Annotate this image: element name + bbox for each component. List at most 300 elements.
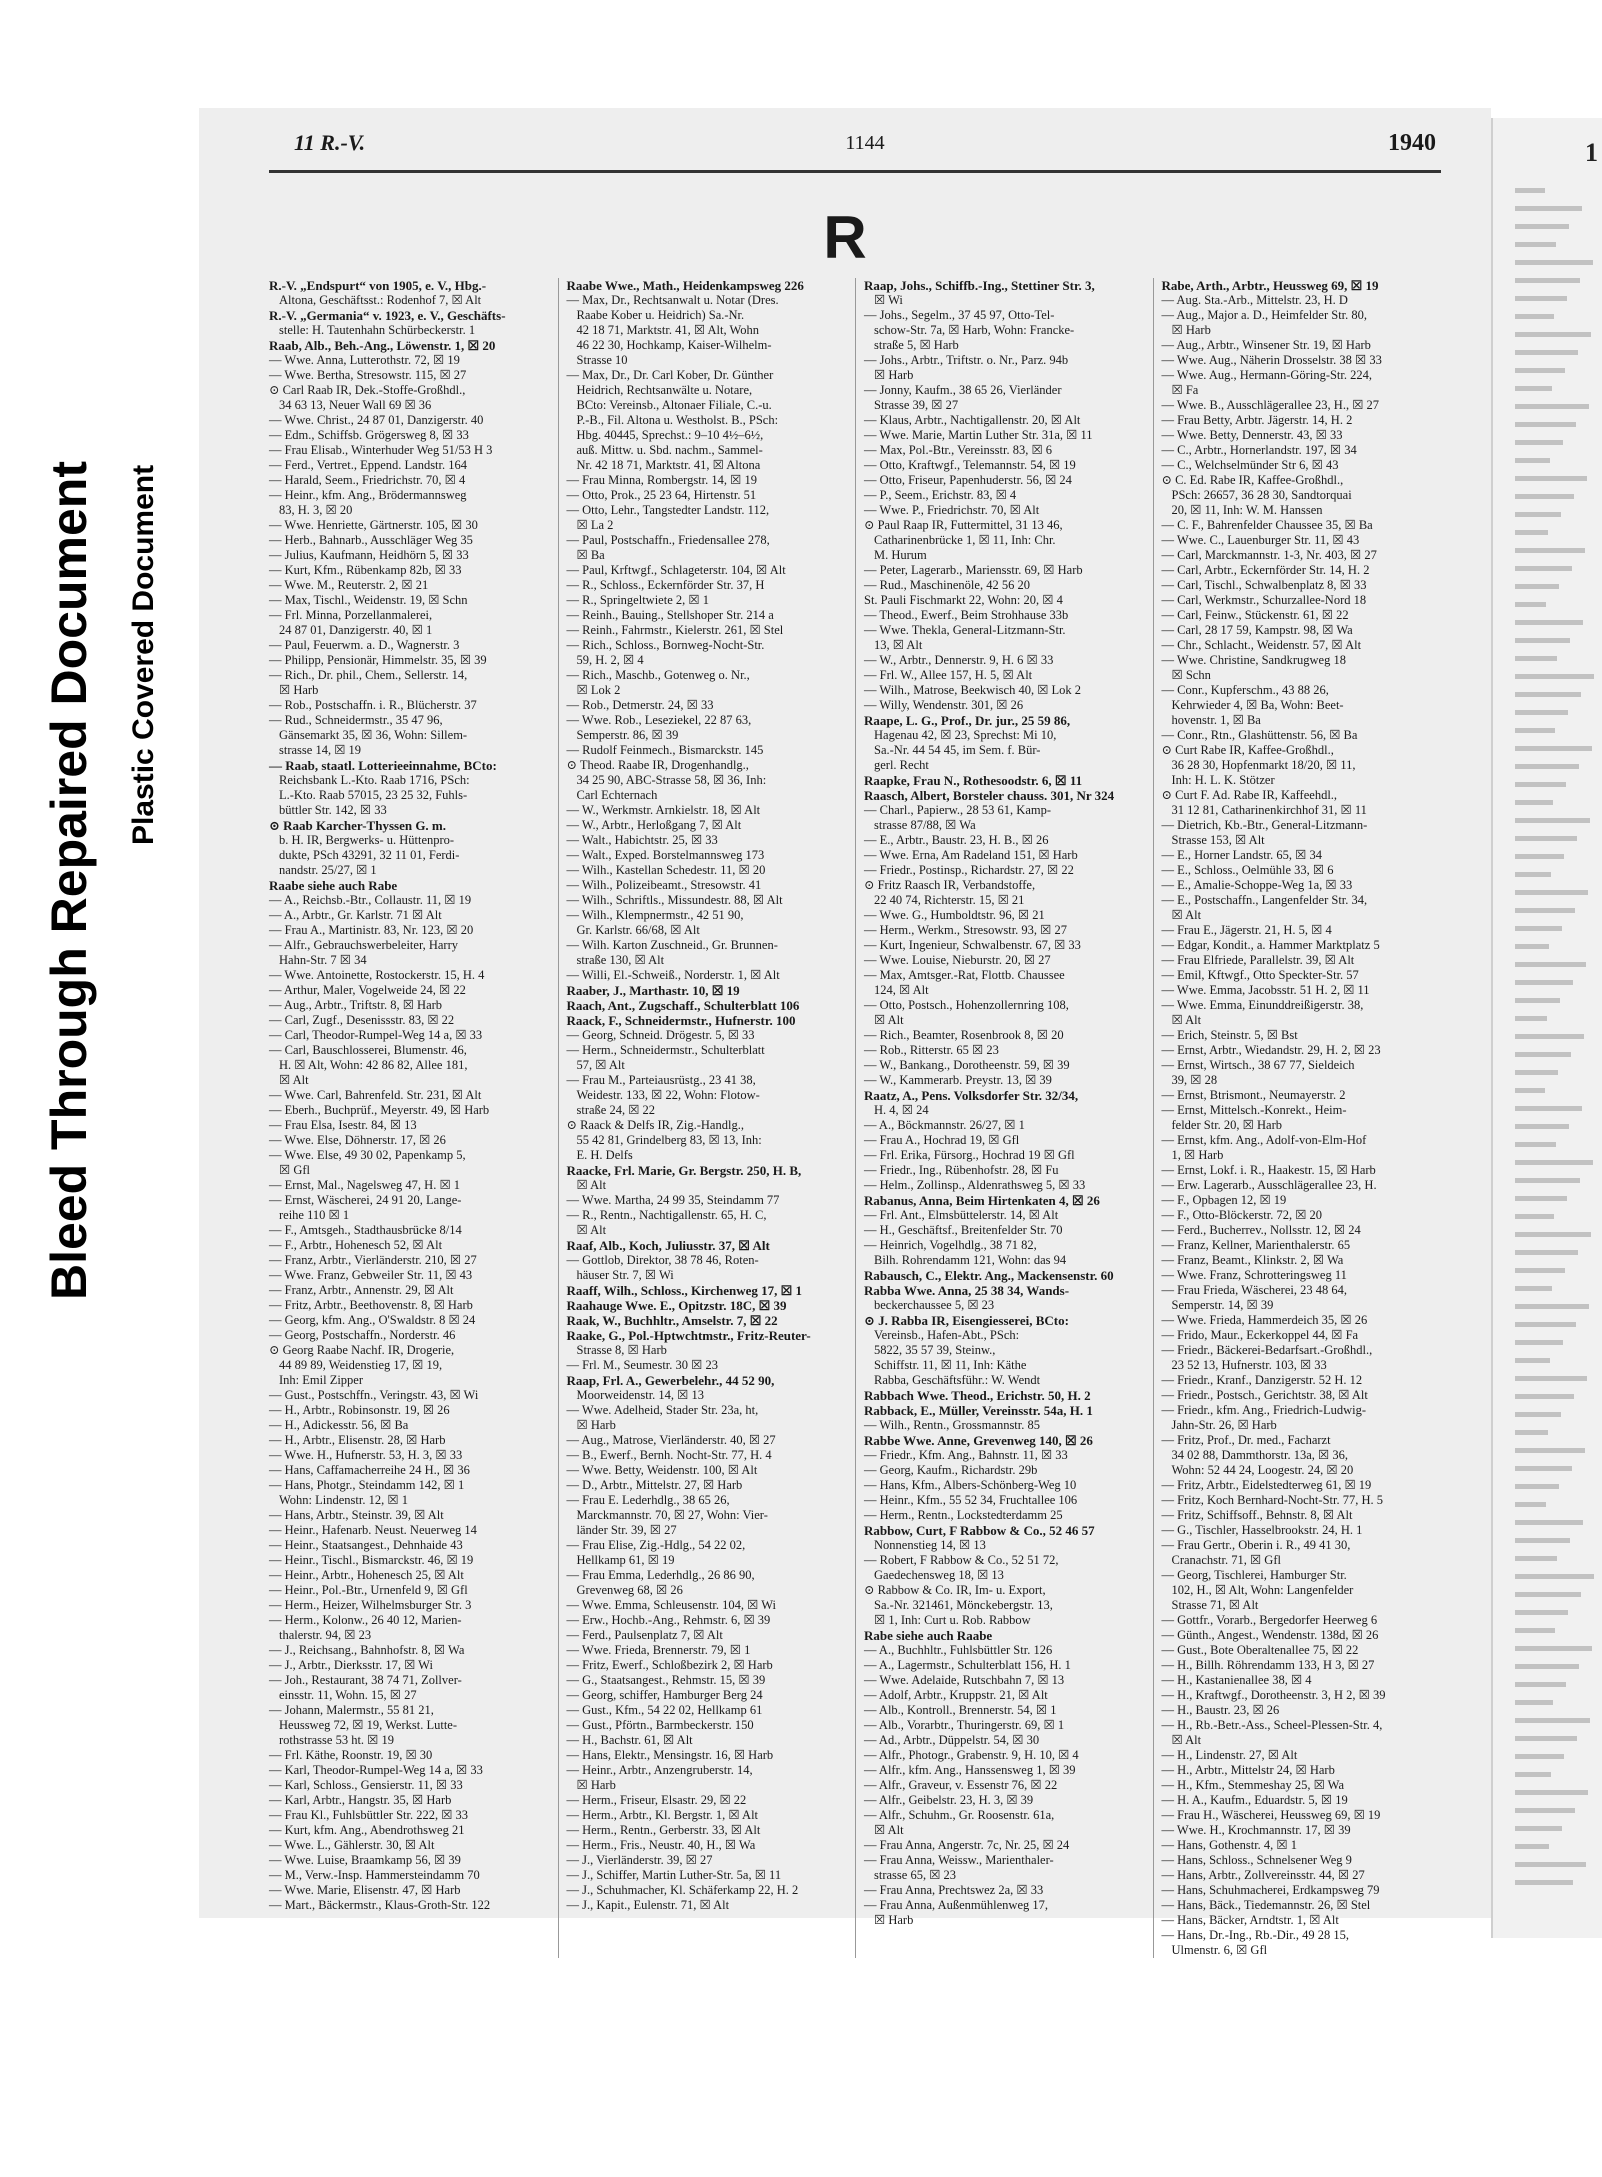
- directory-entry: Raapke, Frau N., Rothesoodstr. 6, ☒ 11: [864, 773, 1083, 788]
- directory-entry: — Wwe. Aug., Näherin Drosselstr. 38 ☒ 33: [1161, 353, 1382, 367]
- directory-entry: — Reinh., Bauing., Stellshoper Str. 214 a: [566, 608, 774, 622]
- directory-entry: — H., Lindenstr. 27, ☒ Alt: [1161, 1748, 1298, 1762]
- directory-entry: — Heinr., Hafenarb. Neust. Neuerweg 14: [269, 1523, 477, 1537]
- header-rule: [269, 170, 1441, 173]
- edge-line: [1515, 1016, 1547, 1021]
- directory-entry: — Friedr., kfm. Ang., Friedrich-Ludwig-: [1161, 1403, 1366, 1417]
- directory-entry: Hellkamp 61, ☒ 19: [576, 1553, 675, 1567]
- edge-line: [1515, 1736, 1577, 1741]
- directory-entry: Rabbow, Curt, F Rabbow & Co., 52 46 57: [864, 1523, 1095, 1538]
- directory-entry: — Frau Anna, Außenmühlenweg 17,: [864, 1898, 1049, 1912]
- directory-entry: — W., Kammerarb. Preystr. 13, ☒ 39: [864, 1073, 1052, 1087]
- directory-entry: St. Pauli Fischmarkt 22, Wohn: 20, ☒ 4: [864, 593, 1063, 607]
- edge-line: [1515, 1826, 1562, 1831]
- directory-entry: P.-B., Fil. Altona u. Westholst. B., PSch:: [576, 413, 779, 427]
- directory-entry: ⊙ J. Rabba IR, Eisengiesserei, BCto:: [864, 1313, 1069, 1328]
- edge-line: [1515, 1520, 1583, 1525]
- edge-line: [1515, 980, 1573, 985]
- directory-entry: — Franz, Beamt., Klinkstr. 2, ☒ Wa: [1161, 1253, 1344, 1267]
- directory-entry: R.-V. „Endspurt“ von 1905, e. V., Hbg.-: [269, 278, 487, 293]
- directory-entry: — Wilh., Polizeibeamt., Stresowstr. 41: [566, 878, 762, 892]
- directory-entry: — H., Billh. Röhrendamm 133, H 3, ☒ 27: [1161, 1658, 1375, 1672]
- edge-line: [1515, 638, 1570, 643]
- directory-entry: — Edgar, Kondit., a. Hammer Marktplatz 5: [1161, 938, 1380, 952]
- edge-line: [1515, 746, 1592, 751]
- directory-entry: stelle: H. Tautenhahn Schürbeckerstr. 1: [279, 323, 476, 337]
- directory-entry: — Gust., Bote Oberaltenallee 75, ☒ 22: [1161, 1643, 1359, 1657]
- directory-entry: — Reinh., Fahrmstr., Kielerstr. 261, ☒ Stel: [566, 623, 784, 637]
- directory-entry: — A., Reichsb.-Btr., Collaustr. 11, ☒ 19: [269, 893, 472, 907]
- directory-entry: straße 24, ☒ 22: [576, 1103, 656, 1117]
- directory-entry: ☒ Alt: [874, 1823, 904, 1837]
- directory-entry: — Wwe. Emma, Schleusenstr. 104, ☒ Wi: [566, 1598, 777, 1612]
- directory-entry: Inh: H. L. K. Stötzer: [1171, 773, 1275, 787]
- directory-entry: — Heinr., Arbtr., Anzengruberstr. 14,: [566, 1763, 753, 1777]
- edge-line: [1515, 368, 1565, 373]
- directory-entry: — Frau Anna, Angerstr. 7c, Nr. 25, ☒ 24: [864, 1838, 1070, 1852]
- edge-line: [1515, 944, 1549, 949]
- directory-entry: — Wwe. Martha, 24 99 35, Steindamm 77: [566, 1193, 780, 1207]
- edge-line: [1515, 1844, 1549, 1849]
- directory-entry: — Rich., Dr. phil., Chem., Sellerstr. 14,: [269, 668, 468, 682]
- directory-entry: — Paul, Krftwgf., Schlageterstr. 104, ☒ Alt: [566, 563, 786, 577]
- directory-entry: BCto: Vereinsb., Altonaer Filiale, C.-u.: [576, 398, 772, 412]
- directory-entry: reihe 110 ☒ 1: [279, 1208, 350, 1222]
- directory-entry: — Friedr., Postsch., Gerichtstr. 38, ☒ Alt: [1161, 1388, 1368, 1402]
- directory-entry: — Robert, F Rabbow & Co., 52 51 72,: [864, 1553, 1059, 1567]
- directory-entry: — D., Arbtr., Mittelstr. 27, ☒ Harb: [566, 1478, 743, 1492]
- directory-entry: Gaedechensweg 18, ☒ 13: [874, 1568, 1004, 1582]
- directory-entry: — Heinr., Kfm., 55 52 34, Fruchtallee 106: [864, 1493, 1078, 1507]
- directory-entry: Altona, Geschäftsst.: Rodenhof 7, ☒ Alt: [279, 293, 482, 307]
- directory-entry: — Ferd., Vertret., Eppend. Landstr. 164: [269, 458, 467, 472]
- directory-entry: — Herm., Arbtr., Kl. Bergstr. 1, ☒ Alt: [566, 1808, 759, 1822]
- edge-line: [1515, 260, 1593, 265]
- directory-entry: — Friedr., Kranf., Danzigerstr. 52 H. 12: [1161, 1373, 1363, 1387]
- directory-entry: — Georg, kfm. Ang., O'Swaldstr. 8 ☒ 24: [269, 1313, 476, 1327]
- directory-entry: Hagenau 42, ☒ 23, Sprechst: Mi 10,: [874, 728, 1057, 742]
- directory-entry: — E., Schloss., Oelmühle 33, ☒ 6: [1161, 863, 1334, 877]
- directory-entry: — Herm., Rentn., Gerberstr. 33, ☒ Alt: [566, 1823, 761, 1837]
- directory-entry: hovenstr. 1, ☒ Ba: [1171, 713, 1261, 727]
- side-label-panel: [0, 0, 200, 2177]
- directory-entry: Wohn: 52 44 24, Loogestr. 24, ☒ 20: [1171, 1463, 1354, 1477]
- directory-entry: Raahauge Wwe. E., Opitzstr. 18C, ☒ 39: [566, 1298, 787, 1313]
- directory-entry: — Wwe. Betty, Weidenstr. 100, ☒ Alt: [566, 1463, 758, 1477]
- directory-entry: — Wilh., Klempnermstr., 42 51 90,: [566, 908, 744, 922]
- edge-line: [1515, 206, 1582, 211]
- directory-entry: Raak, W., Buchhltr., Amselstr. 7, ☒ 22: [566, 1313, 778, 1328]
- directory-entry: — Jonny, Kaufm., 38 65 26, Vierländer: [864, 383, 1062, 397]
- directory-entry: — Friedr., Ing., Rübenhofstr. 28, ☒ Fu: [864, 1163, 1059, 1177]
- directory-entry: H. 4, ☒ 24: [874, 1103, 929, 1117]
- directory-entry: — Wwe. Rob., Leseziekel, 22 87 63,: [566, 713, 752, 727]
- directory-entry: — A., Arbtr., Gr. Karlstr. 71 ☒ Alt: [269, 908, 442, 922]
- column-2: [567, 278, 857, 1958]
- directory-entry: — Otto, Friseur, Papenhuderstr. 56, ☒ 24: [864, 473, 1072, 487]
- directory-entry: — Wwe. P., Friedrichstr. 70, ☒ Alt: [864, 503, 1040, 517]
- directory-entry: Sa.-Nr. 321461, Mönckebergstr. 13,: [874, 1598, 1053, 1612]
- directory-entry: Raab, Alb., Beh.-Ang., Löwenstr. 1, ☒ 20: [269, 338, 496, 353]
- directory-entry: ⊙ Curt F. Ad. Rabe IR, Kaffeehdl.,: [1161, 788, 1338, 802]
- directory-entry: — Johs., Arbtr., Triftstr. o. Nr., Parz. 94b: [864, 353, 1069, 367]
- directory-entry: Gr. Karlstr. 66/68, ☒ Alt: [576, 923, 700, 937]
- directory-entry: — Herm., Friseur, Elsastr. 29, ☒ 22: [566, 1793, 747, 1807]
- directory-entry: Carl Echternach: [576, 788, 658, 802]
- directory-entry: — Wwe. B., Ausschlägerallee 23, H., ☒ 27: [1161, 398, 1380, 412]
- edge-line: [1515, 710, 1568, 715]
- edge-line: [1515, 998, 1560, 1003]
- directory-entry: ⊙ Fritz Raasch IR, Verbandstoffe,: [864, 878, 1036, 892]
- directory-entry: — J., Vierländerstr. 39, ☒ 27: [566, 1853, 713, 1867]
- directory-entry: 23 52 13, Hufnerstr. 103, ☒ 33: [1171, 1358, 1327, 1372]
- directory-entry: — W., Arbtr., Dennerstr. 9, H. 6 ☒ 33: [864, 653, 1054, 667]
- directory-entry: Wohn: Lindenstr. 12, ☒ 1: [279, 1493, 408, 1507]
- directory-entry: — Frl. Erika, Fürsorg., Hochrad 19 ☒ Gfl: [864, 1148, 1075, 1162]
- directory-entry: — H., Rb.-Betr.-Ass., Scheel-Plessen-Str. 4,: [1161, 1718, 1383, 1732]
- directory-entry: — Wwe. Antoinette, Rostockerstr. 15, H. 4: [269, 968, 485, 982]
- edge-line: [1515, 350, 1578, 355]
- directory-entry: — Walt., Exped. Borstelmannsweg 173: [566, 848, 765, 862]
- directory-entry: — Joh., Restaurant, 38 74 71, Zollver-: [269, 1673, 462, 1687]
- edge-line: [1515, 890, 1588, 895]
- directory-entry: — Hans, Schuhmacherei, Erdkampsweg 79: [1161, 1883, 1380, 1897]
- directory-entry: — Wilh., Kastellan Schedestr. 11, ☒ 20: [566, 863, 766, 877]
- edge-line: [1515, 1790, 1588, 1795]
- directory-entry: — Gottlob, Direktor, 38 78 46, Roten-: [566, 1253, 759, 1267]
- directory-entry: ☒ Alt: [576, 1178, 607, 1192]
- edge-line: [1515, 620, 1583, 625]
- directory-entry: einsstr. 11, Wohn. 15, ☒ 27: [279, 1688, 417, 1702]
- directory-entry: — Paul, Feuerwm. a. D., Wagnerstr. 3: [269, 638, 460, 652]
- directory-entry: Marckmannstr. 70, ☒ 27, Wohn: Vier-: [576, 1508, 768, 1522]
- edge-line: [1515, 1322, 1576, 1327]
- plastic-covered-label: Plastic Covered Document: [127, 464, 160, 845]
- directory-entry: — Rudolf Feinmech., Bismarckstr. 145: [566, 743, 764, 757]
- directory-entry: — Willy, Wendenstr. 301, ☒ 26: [864, 698, 1024, 712]
- directory-entry: Nonnenstieg 14, ☒ 13: [874, 1538, 986, 1552]
- directory-entry: — H., Kastanienallee 38, ☒ 4: [1161, 1673, 1312, 1687]
- directory-entry: — Kurt, Ingenieur, Schwalbenstr. 67, ☒ 33: [864, 938, 1081, 952]
- directory-entry: — Heinr., Staatsangest., Dehnhaide 43: [269, 1538, 463, 1552]
- directory-entry: — Conr., Kupferschm., 43 88 26,: [1161, 683, 1329, 697]
- directory-entry: — Max, Dr., Dr. Carl Kober, Dr. Günther: [566, 368, 774, 382]
- directory-entry: — Friedr., Postinsp., Richardstr. 27, ☒ 22: [864, 863, 1074, 877]
- edge-line: [1515, 1430, 1548, 1435]
- directory-entry: — Ernst, kfm. Ang., Adolf-von-Elm-Hof: [1161, 1133, 1367, 1147]
- directory-entry: 20, ☒ 11, Inh: W. M. Hanssen: [1171, 503, 1323, 517]
- adjacent-page-number: 1: [1585, 138, 1598, 167]
- directory-entry: häuser Str. 7, ☒ Wi: [576, 1268, 674, 1282]
- directory-entry: — Erw., Hochb.-Ang., Rehmstr. 6, ☒ 39: [566, 1613, 771, 1627]
- directory-entry: Strasse 71, ☒ Alt: [1171, 1598, 1259, 1612]
- directory-entry: — Ferd., Bucherrev., Nollsstr. 12, ☒ 24: [1161, 1223, 1361, 1237]
- directory-entry: — J., Reichsang., Bahnhofstr. 8, ☒ Wa: [269, 1643, 465, 1657]
- directory-entry: Weidestr. 133, ☒ 22, Wohn: Flotow-: [576, 1088, 760, 1102]
- edge-line: [1515, 1160, 1593, 1165]
- edge-line: [1515, 1070, 1558, 1075]
- edge-line: [1515, 1502, 1546, 1507]
- directory-entry: — W., Werkmstr. Arnkielstr. 18, ☒ Alt: [566, 803, 761, 817]
- directory-entry: ☒ Gfl: [279, 1163, 310, 1177]
- directory-entry: strasse 14, ☒ 19: [279, 743, 362, 757]
- directory-entry: — F., Amtsgeh., Stadthausbrücke 8/14: [269, 1223, 462, 1237]
- directory-entry: nandstr. 25/27, ☒ 1: [279, 863, 377, 877]
- directory-entry: — Aug., Major a. D., Heimfelder Str. 80,: [1161, 308, 1368, 322]
- directory-entry: — Ernst, Arbtr., Wiedandstr. 29, H. 2, ☒ 23: [1161, 1043, 1381, 1057]
- directory-entry: — Hans, Gothenstr. 4, ☒ 1: [1161, 1838, 1298, 1852]
- directory-entry: — Hans, Caffamacherreihe 24 H., ☒ 36: [269, 1463, 470, 1477]
- page-year: 1940: [1388, 130, 1436, 156]
- directory-entry: ☒ Ba: [576, 548, 605, 562]
- directory-entry: — Hans, Photgr., Steindamm 142, ☒ 1: [269, 1478, 465, 1492]
- directory-entry: — Otto, Postsch., Hohenzollernring 108,: [864, 998, 1069, 1012]
- directory-entry: — Philipp, Pensionär, Himmelstr. 35, ☒ 39: [269, 653, 487, 667]
- edge-line: [1515, 584, 1559, 589]
- directory-entry: — Fritz, Prof., Dr. med., Facharzt: [1161, 1433, 1331, 1447]
- directory-entry: — Edm., Schiffsb. Grögersweg 8, ☒ 33: [269, 428, 469, 442]
- directory-entry: — Wwe. Aug., Hermann-Göring-Str. 224,: [1161, 368, 1373, 382]
- directory-entry: — Gottfr., Vorarb., Bergedorfer Heerweg 6: [1161, 1613, 1378, 1627]
- directory-entry: — Chr., Schlacht., Weidenstr. 57, ☒ Alt: [1161, 638, 1362, 652]
- directory-entry: — H., Bachstr. 61, ☒ Alt: [566, 1733, 693, 1747]
- directory-entry: — Hans, Bäck., Tiedemannstr. 26, ☒ Stel: [1161, 1898, 1371, 1912]
- directory-entry: straße 130, ☒ Alt: [576, 953, 665, 967]
- directory-entry: — Georg, Kaufm., Richardstr. 29b: [864, 1463, 1038, 1477]
- directory-entry: — Frau A., Martinistr. 83, Nr. 123, ☒ 20: [269, 923, 474, 937]
- directory-entry: Raack, F., Schneidermstr., Hufnerstr. 100: [566, 1013, 796, 1028]
- directory-entry: — Günth., Angest., Wendenstr. 138d, ☒ 26: [1161, 1628, 1379, 1642]
- directory-entry: — Kurt, kfm. Ang., Abendrothsweg 21: [269, 1823, 465, 1837]
- adjacent-page-edge: [1491, 118, 1602, 1938]
- directory-entry: — Max, Amtsger.-Rat, Flottb. Chaussee: [864, 968, 1065, 982]
- directory-entry: — P., Seem., Erichstr. 83, ☒ 4: [864, 488, 1017, 502]
- directory-entry: — Frau Emma, Lederhdlg., 26 86 90,: [566, 1568, 755, 1582]
- directory-entry: — Carl, Werkmstr., Schurzallee-Nord 18: [1161, 593, 1367, 607]
- directory-entry: L.-Kto. Raab 57015, 23 25 32, Fuhls-: [279, 788, 468, 802]
- directory-entry: — Herm., Kolonw., 26 40 12, Marien-: [269, 1613, 462, 1627]
- directory-entry: — Georg, Tischlerei, Hamburger Str.: [1161, 1568, 1347, 1582]
- edge-line: [1515, 1340, 1563, 1345]
- directory-entry: rothstrasse 53 ht. ☒ 19: [279, 1733, 395, 1747]
- directory-entry: 24 87 01, Danzigerstr. 40, ☒ 1: [279, 623, 433, 637]
- directory-entry: ⊙ Curt Rabe IR, Kaffee-Großhdl.,: [1161, 743, 1334, 757]
- directory-entry: 13, ☒ Alt: [874, 638, 923, 652]
- directory-entry: — Helm., Zollinsp., Aldenrathsweg 5, ☒ 33: [864, 1178, 1086, 1192]
- directory-entry: — G., Staatsangest., Rehmstr. 15, ☒ 39: [566, 1673, 766, 1687]
- directory-entry: — Fritz, Koch Bernhard-Nocht-Str. 77, H. 5: [1161, 1493, 1383, 1507]
- directory-entry: — Aug., Matrose, Vierländerstr. 40, ☒ 27: [566, 1433, 776, 1447]
- directory-entry: — Fritz, Arbtr., Beethovenstr. 8, ☒ Harb: [269, 1298, 473, 1312]
- directory-entry: — Herm., Schneidermstr., Schulterblatt: [566, 1043, 765, 1057]
- edge-line: [1515, 872, 1551, 877]
- directory-entry: Raap, Johs., Schiffb.-Ing., Stettiner Str. 3,: [864, 278, 1095, 293]
- directory-entry: — Adolf, Arbtr., Kruppstr. 21, ☒ Alt: [864, 1688, 1048, 1702]
- directory-entry: Heidrich, Rechtsanwälte u. Notare,: [576, 383, 753, 397]
- directory-entry: ☒ Harb: [279, 683, 319, 697]
- directory-entry: — Alb., Kontroll., Brennerstr. 54, ☒ 1: [864, 1703, 1057, 1717]
- edge-line: [1515, 818, 1590, 823]
- directory-entry: ⊙ Georg Raabe Nachf. IR, Drogerie,: [269, 1343, 455, 1357]
- directory-entry: ☒ 1, Inh: Curt u. Rob. Rabbow: [874, 1613, 1031, 1627]
- directory-entry: — Ernst, Btrismont., Neumayerstr. 2: [1161, 1088, 1346, 1102]
- directory-entry: — Dietrich, Kb.-Btr., General-Litzmann-: [1161, 818, 1368, 832]
- directory-entry: — Max, Dr., Rechtsanwalt u. Notar (Dres.: [566, 293, 779, 307]
- directory-entry: — Frl. M., Seumestr. 30 ☒ 23: [566, 1358, 718, 1372]
- page-header-left: 11 R.-V.: [294, 130, 366, 155]
- directory-entry: — Wwe. Christ., 24 87 01, Danzigerstr. 40: [269, 413, 484, 427]
- directory-entry: Raasch, Albert, Borsteler chauss. 301, Nr 324: [864, 788, 1115, 803]
- edge-line: [1515, 548, 1585, 553]
- directory-entry: — Peter, Lagerarb., Mariensstr. 69, ☒ Harb: [864, 563, 1083, 577]
- directory-entry: — Wwe. G., Humboldtstr. 96, ☒ 21: [864, 908, 1045, 922]
- directory-entry: strasse 65, ☒ 23: [874, 1868, 957, 1882]
- directory-entry: 124, ☒ Alt: [874, 983, 929, 997]
- column-4: [1162, 278, 1452, 1958]
- directory-entry: 34 25 90, ABC-Strasse 58, ☒ 36, Inh:: [576, 773, 767, 787]
- edge-line: [1515, 404, 1589, 409]
- directory-entry: 46 22 30, Hochkamp, Kaiser-Wilhelm-: [576, 338, 772, 352]
- directory-entry: — Carl, Tischl., Schwalbenplatz 8, ☒ 33: [1161, 578, 1367, 592]
- directory-entry: — Carl, Feinw., Stückenstr. 61, ☒ 22: [1161, 608, 1349, 622]
- edge-line: [1515, 1754, 1564, 1759]
- directory-entry: — Frl. W., Allee 157, H. 5, ☒ Alt: [864, 668, 1033, 682]
- edge-line: [1515, 1214, 1554, 1219]
- directory-entry: auß. Mittw. u. Sbd. nachm., Sammel-: [576, 443, 763, 457]
- edge-line: [1515, 1376, 1587, 1381]
- directory-entry: Raabe Wwe., Math., Heidenkampsweg 226: [566, 278, 804, 293]
- directory-entry: — Frau Anna, Prechtswez 2a, ☒ 33: [864, 1883, 1044, 1897]
- directory-entry: — Wwe. H., Hufnerstr. 53, H. 3, ☒ 33: [269, 1448, 463, 1462]
- directory-entry: — Aug. Sta.-Arb., Mittelstr. 23, H. D: [1161, 293, 1348, 307]
- directory-entry: Grevenweg 68, ☒ 26: [576, 1583, 683, 1597]
- directory-entry: Rabbach Wwe. Theod., Erichstr. 50, H. 2: [864, 1388, 1091, 1403]
- directory-entry: 5822, 35 57 39, Steinw.,: [874, 1343, 996, 1357]
- directory-entry: Ulmenstr. 6, ☒ Gfl: [1171, 1943, 1268, 1957]
- edge-line: [1515, 296, 1567, 301]
- directory-entry: — Carl, Arbtr., Eckernförder Str. 14, H. 2: [1161, 563, 1370, 577]
- directory-entry: ☒ Lok 2: [576, 683, 621, 697]
- directory-entry: — Wwe. Franz, Schrotteringsweg 11: [1161, 1268, 1347, 1282]
- directory-entry: — Friedr., Bäckerei-Bedarfsart.-Großhdl.,: [1161, 1343, 1373, 1357]
- directory-entry: — Franz, Kellner, Marienthalerstr. 65: [1161, 1238, 1351, 1252]
- directory-entry: Rabe, Arth., Arbtr., Heussweg 69, ☒ 19: [1161, 278, 1379, 293]
- directory-entry: — Wwe. Anna, Lutterothstr. 72, ☒ 19: [269, 353, 460, 367]
- directory-entry: — Wwe. Carl, Bahrenfeld. Str. 231, ☒ Alt: [269, 1088, 482, 1102]
- edge-line: [1515, 1106, 1582, 1111]
- directory-entry: ⊙ Raack & Delfs IR, Zig.-Handlg.,: [566, 1118, 744, 1132]
- directory-entry: Cranachstr. 71, ☒ Gfl: [1171, 1553, 1281, 1567]
- directory-entry: — Rob., Postschaffn. i. R., Blücherstr. 37: [269, 698, 477, 712]
- directory-entry: — Frau H., Wäscherei, Heussweg 69, ☒ 19: [1161, 1808, 1381, 1822]
- directory-entry: straße 5, ☒ Harb: [874, 338, 959, 352]
- directory-entry: 34 02 88, Dammthorstr. 13a, ☒ 36,: [1171, 1448, 1348, 1462]
- page-header: [294, 130, 1436, 162]
- edge-line: [1515, 728, 1555, 733]
- directory-entry: — Wwe. H., Krochmannstr. 17, ☒ 39: [1161, 1823, 1351, 1837]
- directory-entry: — Fritz, Arbtr., Eidelstedterweg 61, ☒ 19: [1161, 1478, 1372, 1492]
- directory-entry: — Hans, Schloss., Schnelsener Weg 9: [1161, 1853, 1352, 1867]
- directory-entry: — Frau Minna, Rombergstr. 14, ☒ 19: [566, 473, 757, 487]
- directory-entry: — Franz, Arbtr., Annenstr. 29, ☒ Alt: [269, 1283, 454, 1297]
- directory-entry: — Alb., Vorarbtr., Thuringerstr. 69, ☒ 1: [864, 1718, 1065, 1732]
- directory-entry: — Max, Pol.-Btr., Vereinsstr. 83, ☒ 6: [864, 443, 1053, 457]
- directory-entry: M. Hurum: [874, 548, 927, 562]
- directory-entry: Schiffstr. 11, ☒ 11, Inh: Käthe: [874, 1358, 1027, 1372]
- edge-line: [1515, 1124, 1569, 1129]
- edge-line: [1515, 332, 1591, 337]
- bleed-through-label: Bleed Through Repaired Document: [41, 461, 97, 1300]
- directory-entry: — Frau Gertr., Oberin i. R., 49 41 30,: [1161, 1538, 1351, 1552]
- edge-line: [1515, 1286, 1552, 1291]
- edge-line: [1515, 962, 1586, 967]
- directory-entry: Strasse 153, ☒ Alt: [1171, 833, 1265, 847]
- edge-line: [1515, 1772, 1551, 1777]
- directory-entry: — Wwe. Else, 49 30 02, Papenkamp 5,: [269, 1148, 466, 1162]
- directory-entry: — Alfr., Geibelstr. 23, H. 3, ☒ 39: [864, 1793, 1034, 1807]
- edge-line: [1515, 1646, 1592, 1651]
- edge-line: [1515, 602, 1546, 607]
- directory-entry: — Theod., Ewerf., Beim Strohhause 33b: [864, 608, 1069, 622]
- directory-entry: — Hans, Arbtr., Zollvereinsstr. 44, ☒ 27: [1161, 1868, 1365, 1882]
- directory-entry: Nr. 42 18 71, Marktstr. 41, ☒ Altona: [576, 458, 761, 472]
- directory-entry: ☒ Harb: [576, 1418, 616, 1432]
- directory-entry: Catharinenbrücke 1, ☒ 11, Inh: Chr.: [874, 533, 1056, 547]
- directory-entry: — Charl., Papierw., 28 53 61, Kamp-: [864, 803, 1052, 817]
- directory-entry: H. ☒ Alt, Wohn: 42 86 82, Allee 181,: [279, 1058, 468, 1072]
- directory-entry: ⊙ Carl Raab IR, Dek.-Stoffe-Großhdl.,: [269, 383, 466, 397]
- directory-entry: — Rich., Maschb., Gotenweg o. Nr.,: [566, 668, 750, 682]
- edge-line: [1515, 1682, 1566, 1687]
- directory-entry: Strasse 8, ☒ Harb: [576, 1343, 667, 1357]
- directory-entry: Inh: Emil Zipper: [279, 1373, 364, 1387]
- directory-entry: Rabausch, C., Elektr. Ang., Mackensenstr. 60: [864, 1268, 1114, 1283]
- edge-line: [1515, 1142, 1556, 1147]
- directory-entry: — Johs., Segelm., 37 45 97, Otto-Tel-: [864, 308, 1055, 322]
- directory-entry: ⊙ Raab Karcher-Thyssen G. m.: [269, 818, 447, 833]
- directory-entry: — H., Arbtr., Mittelstr 24, ☒ Harb: [1161, 1763, 1335, 1777]
- edge-line: [1515, 854, 1564, 859]
- directory-entry: — Wwe. Adelaide, Rutschbahn 7, ☒ 13: [864, 1673, 1065, 1687]
- edge-line: [1515, 674, 1594, 679]
- edge-line: [1515, 494, 1574, 499]
- directory-entry: — Wwe. C., Lauenburger Str. 11, ☒ 43: [1161, 533, 1360, 547]
- directory-entry: — E., Postschaffn., Langenfelder Str. 34,: [1161, 893, 1368, 907]
- directory-entry: — Rich., Beamter, Rosenbrook 8, ☒ 20: [864, 1028, 1064, 1042]
- directory-entry: Reichsbank L.-Kto. Raab 1716, PSch:: [279, 773, 470, 787]
- directory-entry: — R., Schloss., Eckernförder Str. 37, H: [566, 578, 765, 592]
- directory-entry: — Aug., Arbtr., Winsener Str. 19, ☒ Harb: [1161, 338, 1371, 352]
- directory-entry: 59, H. 2, ☒ 4: [576, 653, 644, 667]
- directory-entry: Kehrwieder 4, ☒ Ba, Wohn: Beet-: [1171, 698, 1344, 712]
- directory-entry: — Ernst, Lokf. i. R., Haakestr. 15, ☒ Harb: [1161, 1163, 1376, 1177]
- directory-entry: — H. A., Kaufm., Eduardstr. 5, ☒ 19: [1161, 1793, 1348, 1807]
- directory-entry: — Herm., Rentn., Lockstedterdamm 25: [864, 1508, 1063, 1522]
- edge-line: [1515, 1466, 1572, 1471]
- directory-entry: — Rich., Schloss., Bornweg-Nocht-Str.: [566, 638, 765, 652]
- directory-entry: — W., Bankang., Dorotheenstr. 59, ☒ 39: [864, 1058, 1070, 1072]
- directory-entry: — H., Kfm., Stemmeshay 25, ☒ Wa: [1161, 1778, 1345, 1792]
- directory-entry: — Ferd., Paulsenplatz 7, ☒ Alt: [566, 1628, 723, 1642]
- edge-line: [1515, 1448, 1585, 1453]
- directory-entry: Raap, Frl. A., Gewerbelehr., 44 52 90,: [566, 1373, 775, 1388]
- directory-entry: — J., Schiffer, Martin Luther-Str. 5a, ☒ 11: [566, 1868, 782, 1882]
- directory-entry: — Wwe. Emma, Einunddreißigerstr. 38,: [1161, 998, 1364, 1012]
- page-number: 1144: [845, 132, 885, 154]
- scanned-page: [199, 108, 1491, 1957]
- directory-entry: felder Str. 20, ☒ Harb: [1171, 1118, 1282, 1132]
- directory-entry: — Walt., Habichtstr. 25, ☒ 33: [566, 833, 718, 847]
